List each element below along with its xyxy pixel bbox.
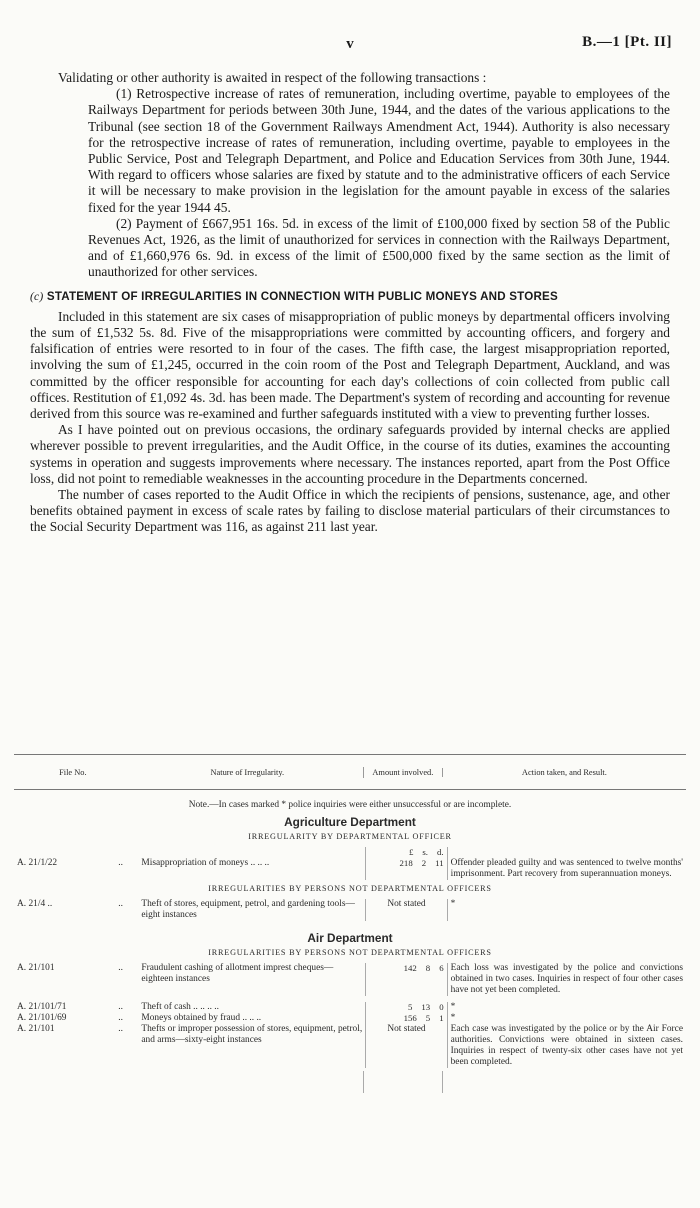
department-title: Air Department (307, 931, 393, 945)
page-number: v (346, 36, 354, 52)
irregularity-nature: Fraudulent cashing of allotment imprest cheques—eighteen instances (138, 963, 366, 996)
table-row: A. 21/101/71 .. Theft of cash .. .. .. .. 5 13 0 * (14, 1002, 686, 1013)
irregularities-table (14, 754, 686, 1093)
amount-involved: Not stated (366, 1024, 447, 1068)
section-paragraph: As I have pointed out on previous occasions, the ordinary safeguards provided by internal checks are applied wherever possible to prevent irregularities, and the Audit Office, in the course of its duties, examines the accounting systems in operation and suggests improvements where necessary. The instances reported, apart from the Post Office loss, did not point to remediable weaknesses in the accounting procedure in the Departments concerned. (30, 422, 670, 486)
amount-involved: 142 8 6 (366, 963, 447, 996)
amount-involved: 218 2 11 (366, 858, 447, 880)
file-number: A. 21/1/22 (17, 858, 58, 868)
section-heading (30, 289, 670, 305)
action-taken: * (450, 1013, 456, 1023)
group-title: IRREGULARITY BY DEPARTMENTAL OFFICER (248, 832, 452, 841)
action-taken: Each loss was investigated by the police and convictions obtained in two cases. Inquiries in respect of four other cases have not yet been completed. (450, 963, 683, 995)
action-taken: * (450, 1002, 456, 1012)
lsd-header: £ s. d. (366, 847, 447, 858)
header-action: Action taken, and Result. (521, 767, 607, 777)
document-reference: B.—1 [Pt. II] (582, 34, 672, 50)
irregularity-nature: Misappropriation of moneys .. .. .. (138, 858, 366, 880)
action-taken: Offender pleaded guilty and was sentenced to twelve months' imprisonment. Part recovery from superannuation moneys. (450, 858, 683, 879)
table-row: A. 21/101/69 .. Moneys obtained by fraud .. .. .. 156 5 1 * (14, 1013, 686, 1024)
table-row: A. 21/101 .. Thefts or improper possession of stores, equipment, petrol, and arms—sixty-eight instances Not stated Each case was investigated by the police or by the Air Force authorities. Convictions were obtained in sixteen cases. Inquiries in respect of twenty-six other cases have not yet been completed. (14, 1024, 686, 1068)
file-number: A. 21/101 (17, 963, 55, 973)
file-number: A. 21/101/69 (17, 1013, 67, 1023)
section-paragraph: Included in this statement are six cases of misappropriation of public moneys by departmental officers involving the sum of £1,532 5s. 8d. Five of the misappropriations were committed by accounting officers, and forgery and falsification of entries were resorted to in four of the cases. The fifth case, the largest misappropriation reported, involving the sum of £1,245, occurred in the coin room of the Post and Telegraph Department, Auckland, and was committed by the officer responsible for accounting for each day's collections of coin collected from public call offices. Restitution of £1,092 4s. 3d. has been made. The Department's system of recording and accounting for revenue derived from this source was re-examined and further safeguards instituted with a view to preventing further losses. (30, 308, 670, 422)
action-taken: Each case was investigated by the police or by the Air Force authorities. Convictions were obtained in sixteen cases. Inquiries in respect of twenty-six other cases have not yet been completed. (450, 1024, 683, 1067)
table-row: A. 21/4 .. .. Theft of stores, equipment, petrol, and gardening tools—eight instances Not stated * (14, 899, 686, 921)
amount-involved: 5 13 0 (366, 1002, 447, 1013)
group-title: IRREGULARITIES BY PERSONS NOT DEPARTMENTAL OFFICERS (208, 948, 492, 957)
irregularity-nature: Theft of stores, equipment, petrol, and gardening tools—eight instances (138, 899, 366, 921)
file-number: A. 21/101/71 (17, 1002, 67, 1012)
table-bottom-rule-space (14, 1071, 686, 1093)
table-header (14, 754, 686, 790)
amount-involved: 156 5 1 (366, 1013, 447, 1024)
file-number: A. 21/101 (17, 1024, 55, 1034)
section-marker: (c) (30, 289, 44, 303)
header-file-no: File No. (59, 767, 87, 777)
irregularity-nature: Theft of cash .. .. .. .. (138, 1002, 366, 1013)
header-amount: Amount involved. (364, 768, 443, 777)
transaction-list (88, 86, 670, 280)
group-title: IRREGULARITIES BY PERSONS NOT DEPARTMENTAL OFFICERS (208, 884, 492, 893)
action-taken: * (450, 899, 456, 909)
transaction-item: (1) Retrospective increase of rates of remuneration, including overtime, payable to employees of the Railways Department for periods between 30th June, 1944, and the dates of the various applications to the Tribunal (see section 18 of the Government Railways Amendment Act, 1944). Authority is also necessary for the retrospective increase of rates of remuneration, including overtime, payable to employees in the Public Service, Post and Telegraph Department, and Police and Education Services from 30th June, 1944. With regard to officers whose salaries are fixed by statute and to the administrative officers of each Service it will be necessary to make provision in the legislation for the amount payable in excess of the salaries fixed for the year 1944 45. (88, 86, 670, 215)
section-paragraph: The number of cases reported to the Audit Office in which the recipients of pensions, sustenance, age, and other benefits obtained payment in excess of scale rates by failing to disclose material particulars of their circumstances to the Social Security Department was 116, as against 211 last year. (30, 487, 670, 535)
department-title: Agriculture Department (284, 815, 416, 829)
transaction-item: (2) Payment of £667,951 16s. 5d. in excess of the limit of £100,000 fixed by section 58 of the Public Revenues Act, 1926, as the limit of unauthorized for services in connection with the Railways Department, and of £1,660,976 6s. 9d. in excess of the limit of £500,000 fixed by the same section as the limit of unauthorized for other services. (88, 215, 670, 280)
section-title: STATEMENT OF IRREGULARITIES IN CONNECTION WITH PUBLIC MONEYS AND STORES (46, 289, 558, 303)
body-text (30, 70, 670, 536)
irregularity-nature: Moneys obtained by fraud .. .. .. (138, 1013, 366, 1024)
header-nature: Nature of Irregularity. (132, 767, 364, 778)
table-row: A. 21/1/22 .. Misappropriation of moneys .. .. .. 218 2 11 Offender pleaded guilty and was sentenced to twelve months' imprisonment. Part recovery from superannuation moneys. (14, 858, 686, 880)
table-note: Note.—In cases marked * police inquiries were either unsuccessful or are incomplete. (188, 800, 512, 810)
file-number: A. 21/4 .. (17, 899, 53, 909)
table-row (14, 847, 686, 858)
amount-involved: Not stated (366, 899, 447, 921)
irregularity-nature: Thefts or improper possession of stores, equipment, petrol, and arms—sixty-eight instances (138, 1024, 366, 1068)
intro-paragraph: Validating or other authority is awaited in respect of the following transactions : (58, 70, 487, 85)
table-row: A. 21/101 .. Fraudulent cashing of allotment imprest cheques—eighteen instances 142 8 6 Each loss was investigated by the police and convictions obtained in two cases. Inquiries in respect of four other cases have not yet been completed. (14, 963, 686, 996)
